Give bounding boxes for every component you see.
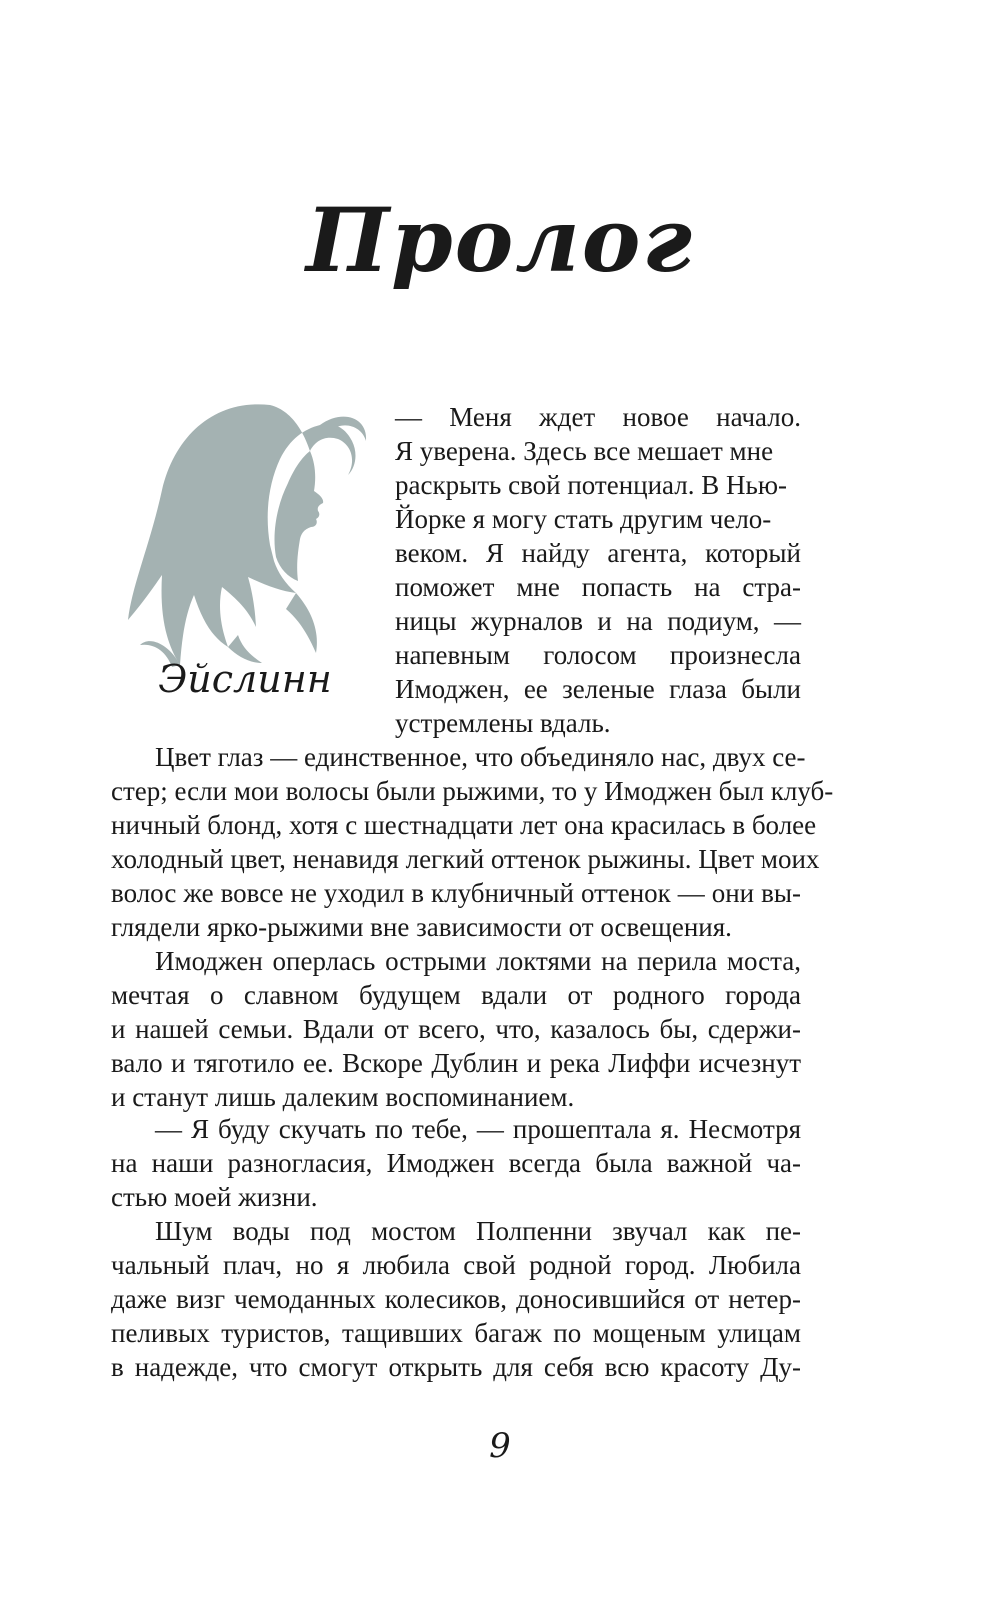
text-line: пеливых туристов, тащивших багаж по мощеным улицам [111, 1318, 801, 1348]
text-line: Шум воды под мостом Полпенни звучал как пе- [155, 1216, 801, 1246]
text-line: устремлены вдаль. [395, 708, 611, 738]
text-line: поможет мне попасть на стра- [395, 572, 801, 602]
text-line: глядели ярко-рыжими вне зависимости от освещения. [111, 912, 732, 942]
text-line: стер; если мои волосы были рыжими, то у Имоджен был клуб- [111, 776, 834, 806]
text-line: Имоджен оперлась острыми локтями на перила моста, [155, 946, 801, 976]
character-vignette [110, 395, 380, 740]
text-line: чальный плач, но я любила свой родной город. Любила [111, 1250, 801, 1280]
text-line: даже визг чемоданных колесиков, доносившийся от нетер- [111, 1284, 801, 1314]
text-line: ницы журналов и на подиум, — [395, 606, 801, 636]
woman-silhouette-icon [120, 395, 370, 675]
text-line: — Я буду скучать по тебе, — прошептала я. Несмотря [155, 1114, 801, 1144]
character-name: Эйслинн [158, 657, 332, 701]
text-line: и нашей семьи. Вдали от всего, что, казалось бы, сдержи- [111, 1014, 801, 1044]
text-line: напевным голосом произнесла [395, 640, 801, 670]
text-line: стью моей жизни. [111, 1182, 318, 1212]
text-line: Йорке я могу стать другим чело- [395, 504, 772, 534]
text-line: ничный блонд, хотя с шестнадцати лет она красилась в более [111, 810, 817, 840]
page-number: 9 [489, 1426, 511, 1466]
text-line: и станут лишь далеким воспоминанием. [111, 1082, 575, 1112]
text-line: вало и тяготило ее. Вскоре Дублин и река Лиффи исчезнут [111, 1048, 801, 1078]
text-line: волос же вовсе не уходил в клубничный оттенок — они вы- [111, 878, 801, 908]
text-line: на наши разногласия, Имоджен всегда была важной ча- [111, 1148, 801, 1178]
text-line: в надежде, что смогут открыть для себя всю красоту Ду- [111, 1352, 801, 1382]
chapter-title: Пролог [306, 188, 694, 292]
text-line: Имоджен, ее зеленые глаза были [395, 674, 801, 704]
text-line: Цвет глаз — единственное, что объединяло нас, двух се- [155, 742, 806, 772]
text-line: Я уверена. Здесь все мешает мне [395, 436, 774, 466]
text-line: мечтая о славном будущем вдали от родного города [111, 980, 801, 1010]
text-line: холодный цвет, ненавидя легкий оттенок рыжины. Цвет моих [111, 844, 820, 874]
text-line: раскрыть свой потенциал. В Нью- [395, 470, 787, 500]
text-line: — Меня ждет новое начало. [395, 402, 801, 432]
text-line: веком. Я найду агента, который [395, 538, 801, 568]
